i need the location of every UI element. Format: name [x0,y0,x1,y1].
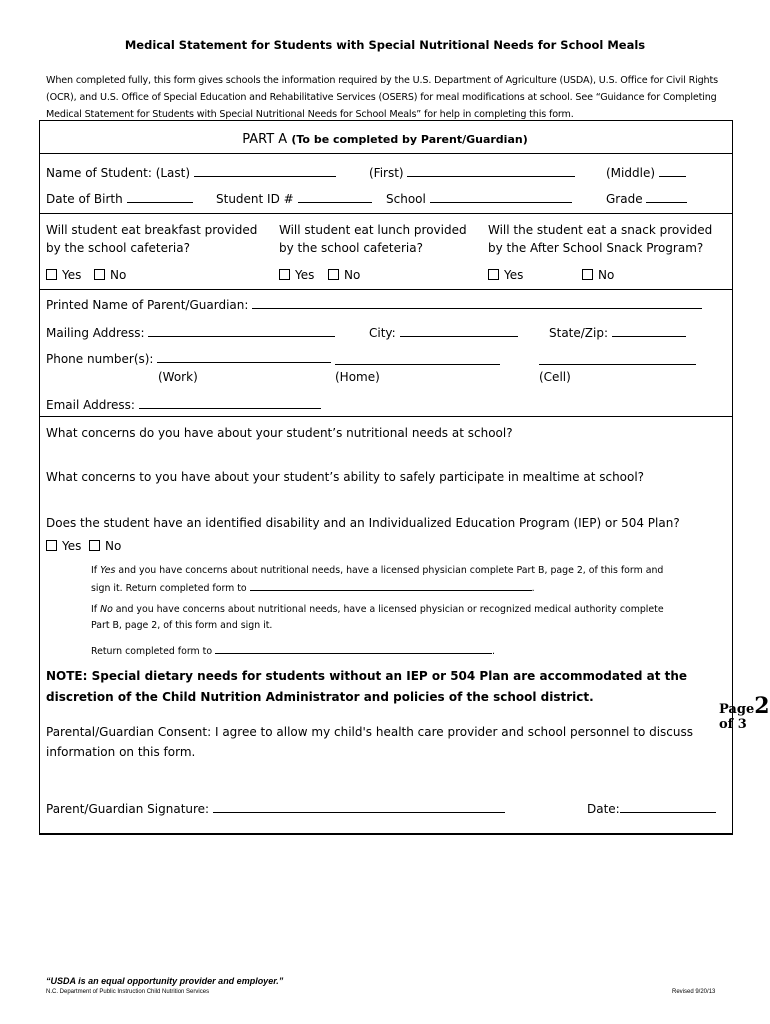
iep-no-checkbox[interactable] [89,540,100,551]
if-no-instruction-line1: If No and you have concerns about nutritional needs, have a licensed physician or recognized medical authority complete [91,604,664,615]
grade-row [606,190,687,206]
snack-no-option[interactable]: No [582,268,614,282]
snack-yes-checkbox[interactable] [488,269,499,280]
iep-no-option[interactable]: No [89,539,121,553]
mealtime-safety-question: What concerns to you have about your student’s ability to safely participate in mealtime at school? [46,470,645,484]
student-last-name-label: Name of Student: (Last) [46,166,191,180]
nutritional-concerns-question: What concerns do you have about your student’s nutritional needs at school? [46,426,513,440]
mailing-address-label: Mailing Address: [46,326,145,340]
mailing-address-field[interactable] [148,324,335,337]
work-label: (Work) [158,370,198,384]
parent-name-label: Printed Name of Parent/Guardian: [46,298,249,312]
page-number: Page2 of 3 [719,693,770,732]
note-text: NOTE: Special dietary needs for students without an IEP or 504 Plan are accommodated at the discretion of the Child Nutrition Administrator and policies of the school district. [46,669,688,704]
snack-yes-option[interactable]: Yes [488,268,523,282]
snack-question: Will the student eat a snack provided by the After School Snack Program? [488,223,713,255]
return-to-yes-field[interactable] [250,581,532,591]
student-first-name-field[interactable] [407,164,575,177]
state-zip-label: State/Zip: [549,326,609,340]
iep-yes-checkbox[interactable] [46,540,57,551]
intro-paragraph: When completed fully, this form gives schools the information required by the U.S. Department of Agriculture (USDA), U.S. Office for Civil Rights (OCR), and U.S. Office of Special Education and Rehabilitative Services (OSERS) for meal modifications at school. See “Guidance for Completing Medical Statement for Students with Special Nutritional Needs for School Meals” for help in completing this form. [46,75,718,120]
student-first-name-row [369,164,575,180]
cell-phone-field[interactable] [539,352,696,365]
parent-name-field[interactable] [252,296,702,309]
part-a-heading: PART A (To be completed by Parent/Guardian) [242,132,528,147]
state-zip-field[interactable] [612,324,686,337]
date-field[interactable] [620,800,716,813]
breakfast-no-option[interactable]: No [94,268,126,282]
school-field[interactable] [430,190,572,203]
student-last-name-field[interactable] [194,164,336,177]
iep-504-question: Does the student have an identified disability and an Individualized Education Program (IEP) or 504 Plan? [46,516,680,530]
student-middle-name-field[interactable] [659,164,686,177]
divider [39,153,733,154]
student-last-name-row [46,164,336,180]
state-zip-row [549,324,686,340]
revision-date: Revised 9/20/13 [672,989,716,995]
city-row [369,324,518,340]
breakfast-question: Will student eat breakfast provided by the school cafeteria? [46,223,258,255]
student-first-name-label: (First) [369,166,404,180]
if-yes-instruction-line2: sign it. Return completed form to . [91,583,535,594]
divider [39,289,733,290]
dob-field[interactable] [127,190,193,203]
phone-row [46,350,331,366]
lunch-no-checkbox[interactable] [328,269,339,280]
email-label: Email Address: [46,398,135,412]
lunch-yes-option[interactable]: Yes [279,268,314,282]
student-id-row [216,190,372,206]
grade-label: Grade [606,192,643,206]
city-field[interactable] [400,324,518,337]
lunch-question: Will student eat lunch provided by the school cafeteria? [279,223,467,255]
usda-statement: “USDA is an equal opportunity provider and employer.” [46,976,284,986]
breakfast-no-checkbox[interactable] [94,269,105,280]
signature-field[interactable] [213,800,505,813]
signature-label: Parent/Guardian Signature: [46,802,210,816]
grade-field[interactable] [646,190,687,203]
email-field[interactable] [139,396,321,409]
student-middle-name-label: (Middle) [606,166,656,180]
date-row [587,800,716,816]
divider [39,416,733,417]
return-to-no-field[interactable] [215,644,492,654]
mailing-address-row [46,324,335,340]
home-phone-field[interactable] [335,352,500,365]
iep-yes-option[interactable]: Yes [46,539,81,553]
phone-label: Phone number(s): [46,352,154,366]
consent-text: Parental/Guardian Consent: I agree to allow my child's health care provider and school personnel to discuss information on this form. [46,725,694,759]
snack-no-checkbox[interactable] [582,269,593,280]
department-name: N.C. Department of Public Instruction Child Nutrition Services [46,989,210,995]
form-title: Medical Statement for Students with Special Nutritional Needs for School Meals [124,38,646,52]
work-phone-field[interactable] [157,350,331,363]
signature-row [46,800,505,816]
lunch-no-option[interactable]: No [328,268,360,282]
dob-label: Date of Birth [46,192,123,206]
return-form-row: Return completed form to . [91,646,496,657]
breakfast-yes-checkbox[interactable] [46,269,57,280]
school-label: School [386,192,426,206]
school-row [386,190,572,206]
breakfast-yes-option[interactable]: Yes [46,268,81,282]
if-yes-instruction-line1: If Yes and you have concerns about nutritional needs, have a licensed physician complete Part B, page 2, of this form and [91,565,664,576]
divider [39,213,733,214]
cell-label: (Cell) [539,370,571,384]
if-no-instruction-line2: Part B, page 2, of this form and sign it. [91,620,273,631]
lunch-yes-checkbox[interactable] [279,269,290,280]
date-label: Date: [587,802,620,816]
email-row [46,396,321,412]
city-label: City: [369,326,396,340]
student-id-field[interactable] [298,190,372,203]
dob-row [46,190,193,206]
home-label: (Home) [335,370,380,384]
student-middle-name-row [606,164,686,180]
parent-name-row [46,296,702,312]
student-id-label: Student ID # [216,192,294,206]
